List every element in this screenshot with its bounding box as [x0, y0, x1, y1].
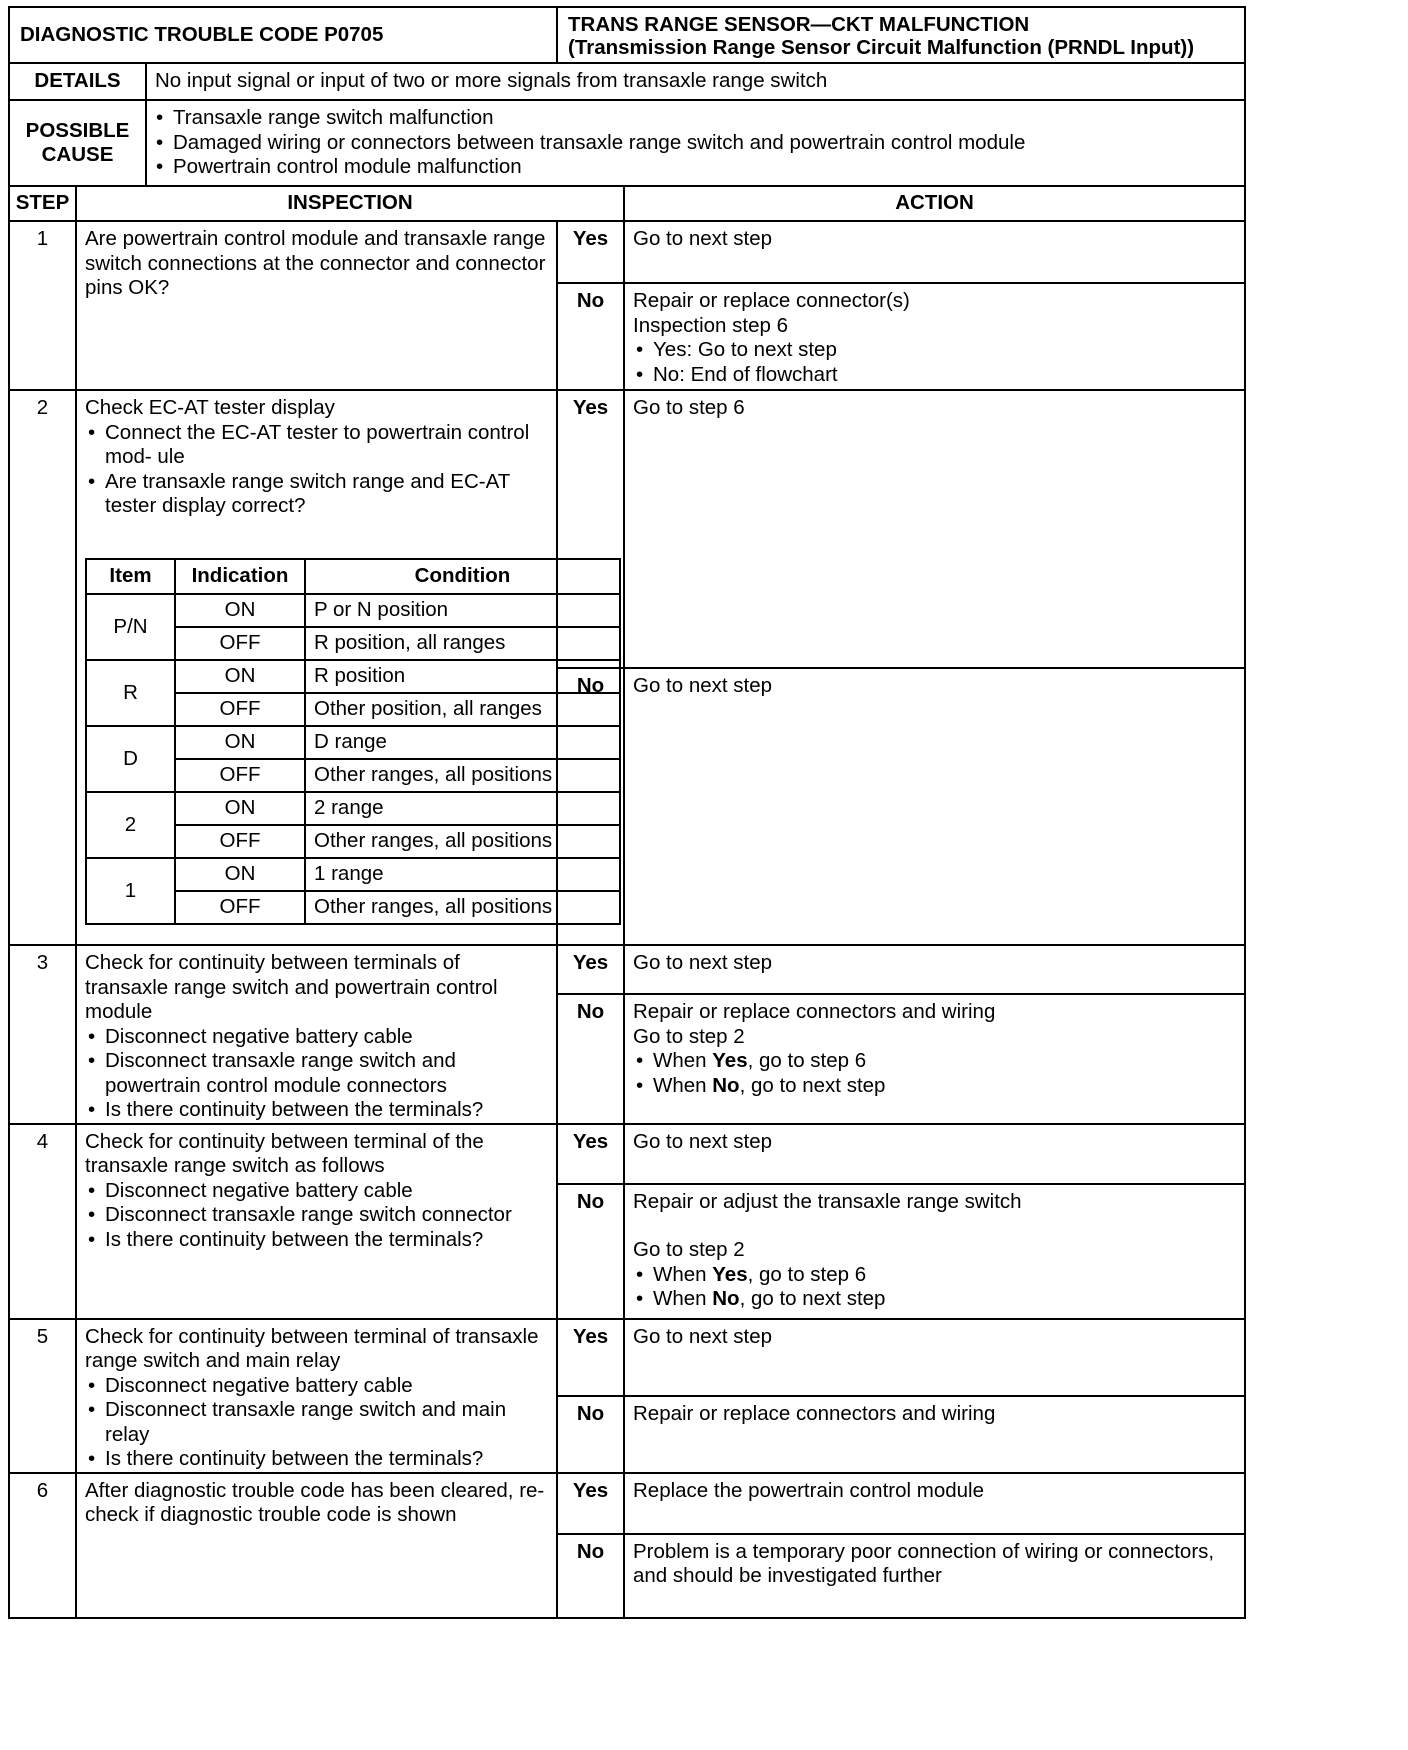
no-label: No — [557, 994, 624, 1123]
step-inspection — [76, 1124, 557, 1319]
condition-cell: Other ranges, all positions — [305, 759, 620, 792]
indication-cell: ON — [175, 594, 305, 627]
no-action-bullet: • When Yes, go to step 6 — [633, 1263, 1236, 1288]
item-cell: D — [86, 726, 175, 792]
indication-cell: OFF — [175, 825, 305, 858]
yes-label: Yes — [557, 945, 624, 994]
indication-cell: OFF — [175, 627, 305, 660]
no-action-bullet: • When Yes, go to step 6 — [633, 1049, 1236, 1074]
diagnostic-document — [8, 6, 1244, 1747]
no-label: No — [557, 1184, 624, 1319]
condition-cell: Other ranges, all positions — [305, 825, 620, 858]
sub-row — [86, 792, 620, 825]
inspection-bullet: • Is there continuity between the terminals? — [85, 1098, 548, 1123]
step-1-yes-row — [9, 221, 1245, 283]
indication-cell: ON — [175, 660, 305, 693]
inspection-bullet: • Disconnect negative battery cable — [85, 1374, 548, 1399]
inspection-bullet: • Disconnect negative battery cable — [85, 1025, 548, 1050]
step-number: 4 — [9, 1124, 76, 1319]
no-action: Repair or replace connectors and wiring — [624, 1396, 1245, 1473]
step-number: 2 — [9, 390, 76, 945]
step-column-header: STEP — [9, 186, 76, 221]
no-label: No — [557, 1396, 624, 1473]
condition-cell: Other ranges, all positions — [305, 891, 620, 924]
dtc-title — [557, 7, 1245, 63]
step-inspection — [76, 390, 557, 945]
condition-cell: D range — [305, 726, 620, 759]
diagnostic-table — [8, 6, 1246, 1619]
inspection-title: Check EC-AT tester display — [85, 396, 335, 419]
condition-header: Condition — [305, 559, 620, 594]
item-cell: 2 — [86, 792, 175, 858]
yes-label: Yes — [557, 221, 624, 283]
yes-label: Yes — [557, 1319, 624, 1396]
possible-cause-item: • Powertrain control module malfunction — [153, 155, 1236, 180]
yes-label: Yes — [557, 1124, 624, 1184]
sub-header-row — [86, 559, 620, 594]
no-action — [624, 994, 1245, 1123]
no-action-line: Repair or replace connectors and wiring — [633, 1000, 996, 1024]
step-4-yes-row — [9, 1124, 1245, 1184]
condition-cell: Other position, all ranges — [305, 693, 620, 726]
no-action-line: Inspection step 6 — [633, 313, 788, 337]
indication-header: Indication — [175, 559, 305, 594]
inspection-title: Check for continuity between terminal of the transaxle range switch as follows — [85, 1129, 484, 1177]
indication-cell: ON — [175, 726, 305, 759]
possible-cause-item: • Transaxle range switch malfunction — [153, 106, 1236, 131]
no-action: Problem is a temporary poor connection of wiring or connectors, and should be investigated further — [624, 1534, 1245, 1618]
inspection-bullet: • Are transaxle range switch range and EC-AT tester display correct? — [85, 470, 548, 519]
column-header-row — [9, 186, 1245, 221]
yes-action: Go to step 6 — [624, 390, 1245, 668]
indication-cell: OFF — [175, 693, 305, 726]
indication-cell: ON — [175, 858, 305, 891]
inspection-bullet: • Disconnect transaxle range switch connector — [85, 1203, 548, 1228]
inspection-bullet: • Connect the EC-AT tester to powertrain control mod- ule — [85, 421, 548, 470]
possible-cause-label-line2: CAUSE — [41, 143, 114, 166]
indication-cell: ON — [175, 792, 305, 825]
item-cell: R — [86, 660, 175, 726]
yes-label: Yes — [557, 390, 624, 668]
inspection-bullet: • Disconnect transaxle range switch and main relay — [85, 1398, 548, 1447]
step-inspection — [76, 945, 557, 1124]
step-6-yes-row — [9, 1473, 1245, 1534]
no-action-bullet: • When No, go to next step — [633, 1287, 1236, 1312]
item-header: Item — [86, 559, 175, 594]
possible-cause-row — [9, 100, 1245, 186]
sub-row — [86, 594, 620, 627]
details-text: No input signal or input of two or more signals from transaxle range switch — [146, 63, 1245, 100]
step-number: 5 — [9, 1319, 76, 1473]
yes-action: Go to next step — [624, 945, 1245, 994]
no-label: No — [557, 283, 624, 390]
yes-action: Go to next step — [624, 1319, 1245, 1396]
possible-cause-item: • Damaged wiring or connectors between transaxle range switch and powertrain control module — [153, 131, 1236, 156]
yes-action: Go to next step — [624, 1124, 1245, 1184]
step-number: 1 — [9, 221, 76, 390]
details-row — [9, 63, 1245, 100]
no-label: No — [557, 1534, 624, 1618]
inspection-bullet: • Disconnect negative battery cable — [85, 1179, 548, 1204]
step-inspection: After diagnostic trouble code has been cleared, re- check if diagnostic trouble code is shown — [76, 1473, 557, 1618]
yes-action: Go to next step — [624, 221, 1245, 283]
possible-cause-label-line1: POSSIBLE — [25, 119, 130, 142]
header-row — [9, 7, 1245, 63]
step-inspection — [76, 1319, 557, 1473]
sub-row — [86, 726, 620, 759]
possible-cause-list — [146, 100, 1245, 186]
condition-cell: R position — [305, 660, 620, 693]
inspection-column-header: INSPECTION — [76, 186, 624, 221]
inspection-title: Check for continuity between terminals of transaxle range switch and powertrain control module — [85, 951, 498, 1023]
spacer — [633, 1214, 1236, 1238]
no-action-line: Repair or replace connector(s) — [633, 289, 910, 312]
item-cell: P/N — [86, 594, 175, 660]
step-inspection: Are powertrain control module and transaxle range switch connections at the connector and connector pins OK? — [76, 221, 557, 390]
no-action-line: Go to step 2 — [633, 1024, 745, 1048]
no-action — [624, 283, 1245, 390]
yes-label: Yes — [557, 1473, 624, 1534]
no-action: Go to next step — [624, 668, 1245, 945]
no-action — [624, 1184, 1245, 1319]
step-2-yes-row — [9, 390, 1245, 668]
condition-cell: 1 range — [305, 858, 620, 891]
condition-cell: P or N position — [305, 594, 620, 627]
step-number: 3 — [9, 945, 76, 1124]
details-label: DETAILS — [9, 63, 146, 100]
action-column-header: ACTION — [624, 186, 1245, 221]
possible-cause-label — [9, 100, 146, 186]
sub-row — [86, 858, 620, 891]
step-3-yes-row — [9, 945, 1245, 994]
inspection-title: Check for continuity between terminal of transaxle range switch and main relay — [85, 1324, 539, 1372]
step-number: 6 — [9, 1473, 76, 1618]
yes-action: Replace the powertrain control module — [624, 1473, 1245, 1534]
no-action-line: Go to step 2 — [633, 1238, 745, 1261]
step-5-yes-row — [9, 1319, 1245, 1396]
sub-row — [86, 660, 620, 693]
no-action-bullet: • When No, go to next step — [633, 1074, 1236, 1099]
no-action-bullet: • Yes: Go to next step — [633, 338, 1236, 363]
dtc-title-line2: (Transmission Range Sensor Circuit Malfunction (PRNDL Input)) — [568, 36, 1195, 59]
dtc-code-label: DIAGNOSTIC TROUBLE CODE P0705 — [9, 7, 557, 63]
inspection-bullet: • Disconnect transaxle range switch and powertrain control module connectors — [85, 1049, 548, 1098]
no-action-bullet: • No: End of flowchart — [633, 363, 1236, 388]
no-label: No — [557, 668, 624, 945]
indication-cell: OFF — [175, 759, 305, 792]
indication-cell: OFF — [175, 891, 305, 924]
inspection-bullet: • Is there continuity between the terminals? — [85, 1228, 548, 1253]
tester-indication-table — [85, 558, 621, 925]
condition-cell: 2 range — [305, 792, 620, 825]
dtc-title-line1: TRANS RANGE SENSOR—CKT MALFUNCTION — [568, 13, 1030, 36]
no-action-line: Repair or adjust the transaxle range switch — [633, 1189, 1022, 1213]
inspection-bullet: • Is there continuity between the terminals? — [85, 1447, 548, 1472]
condition-cell: R position, all ranges — [305, 627, 620, 660]
item-cell: 1 — [86, 858, 175, 924]
